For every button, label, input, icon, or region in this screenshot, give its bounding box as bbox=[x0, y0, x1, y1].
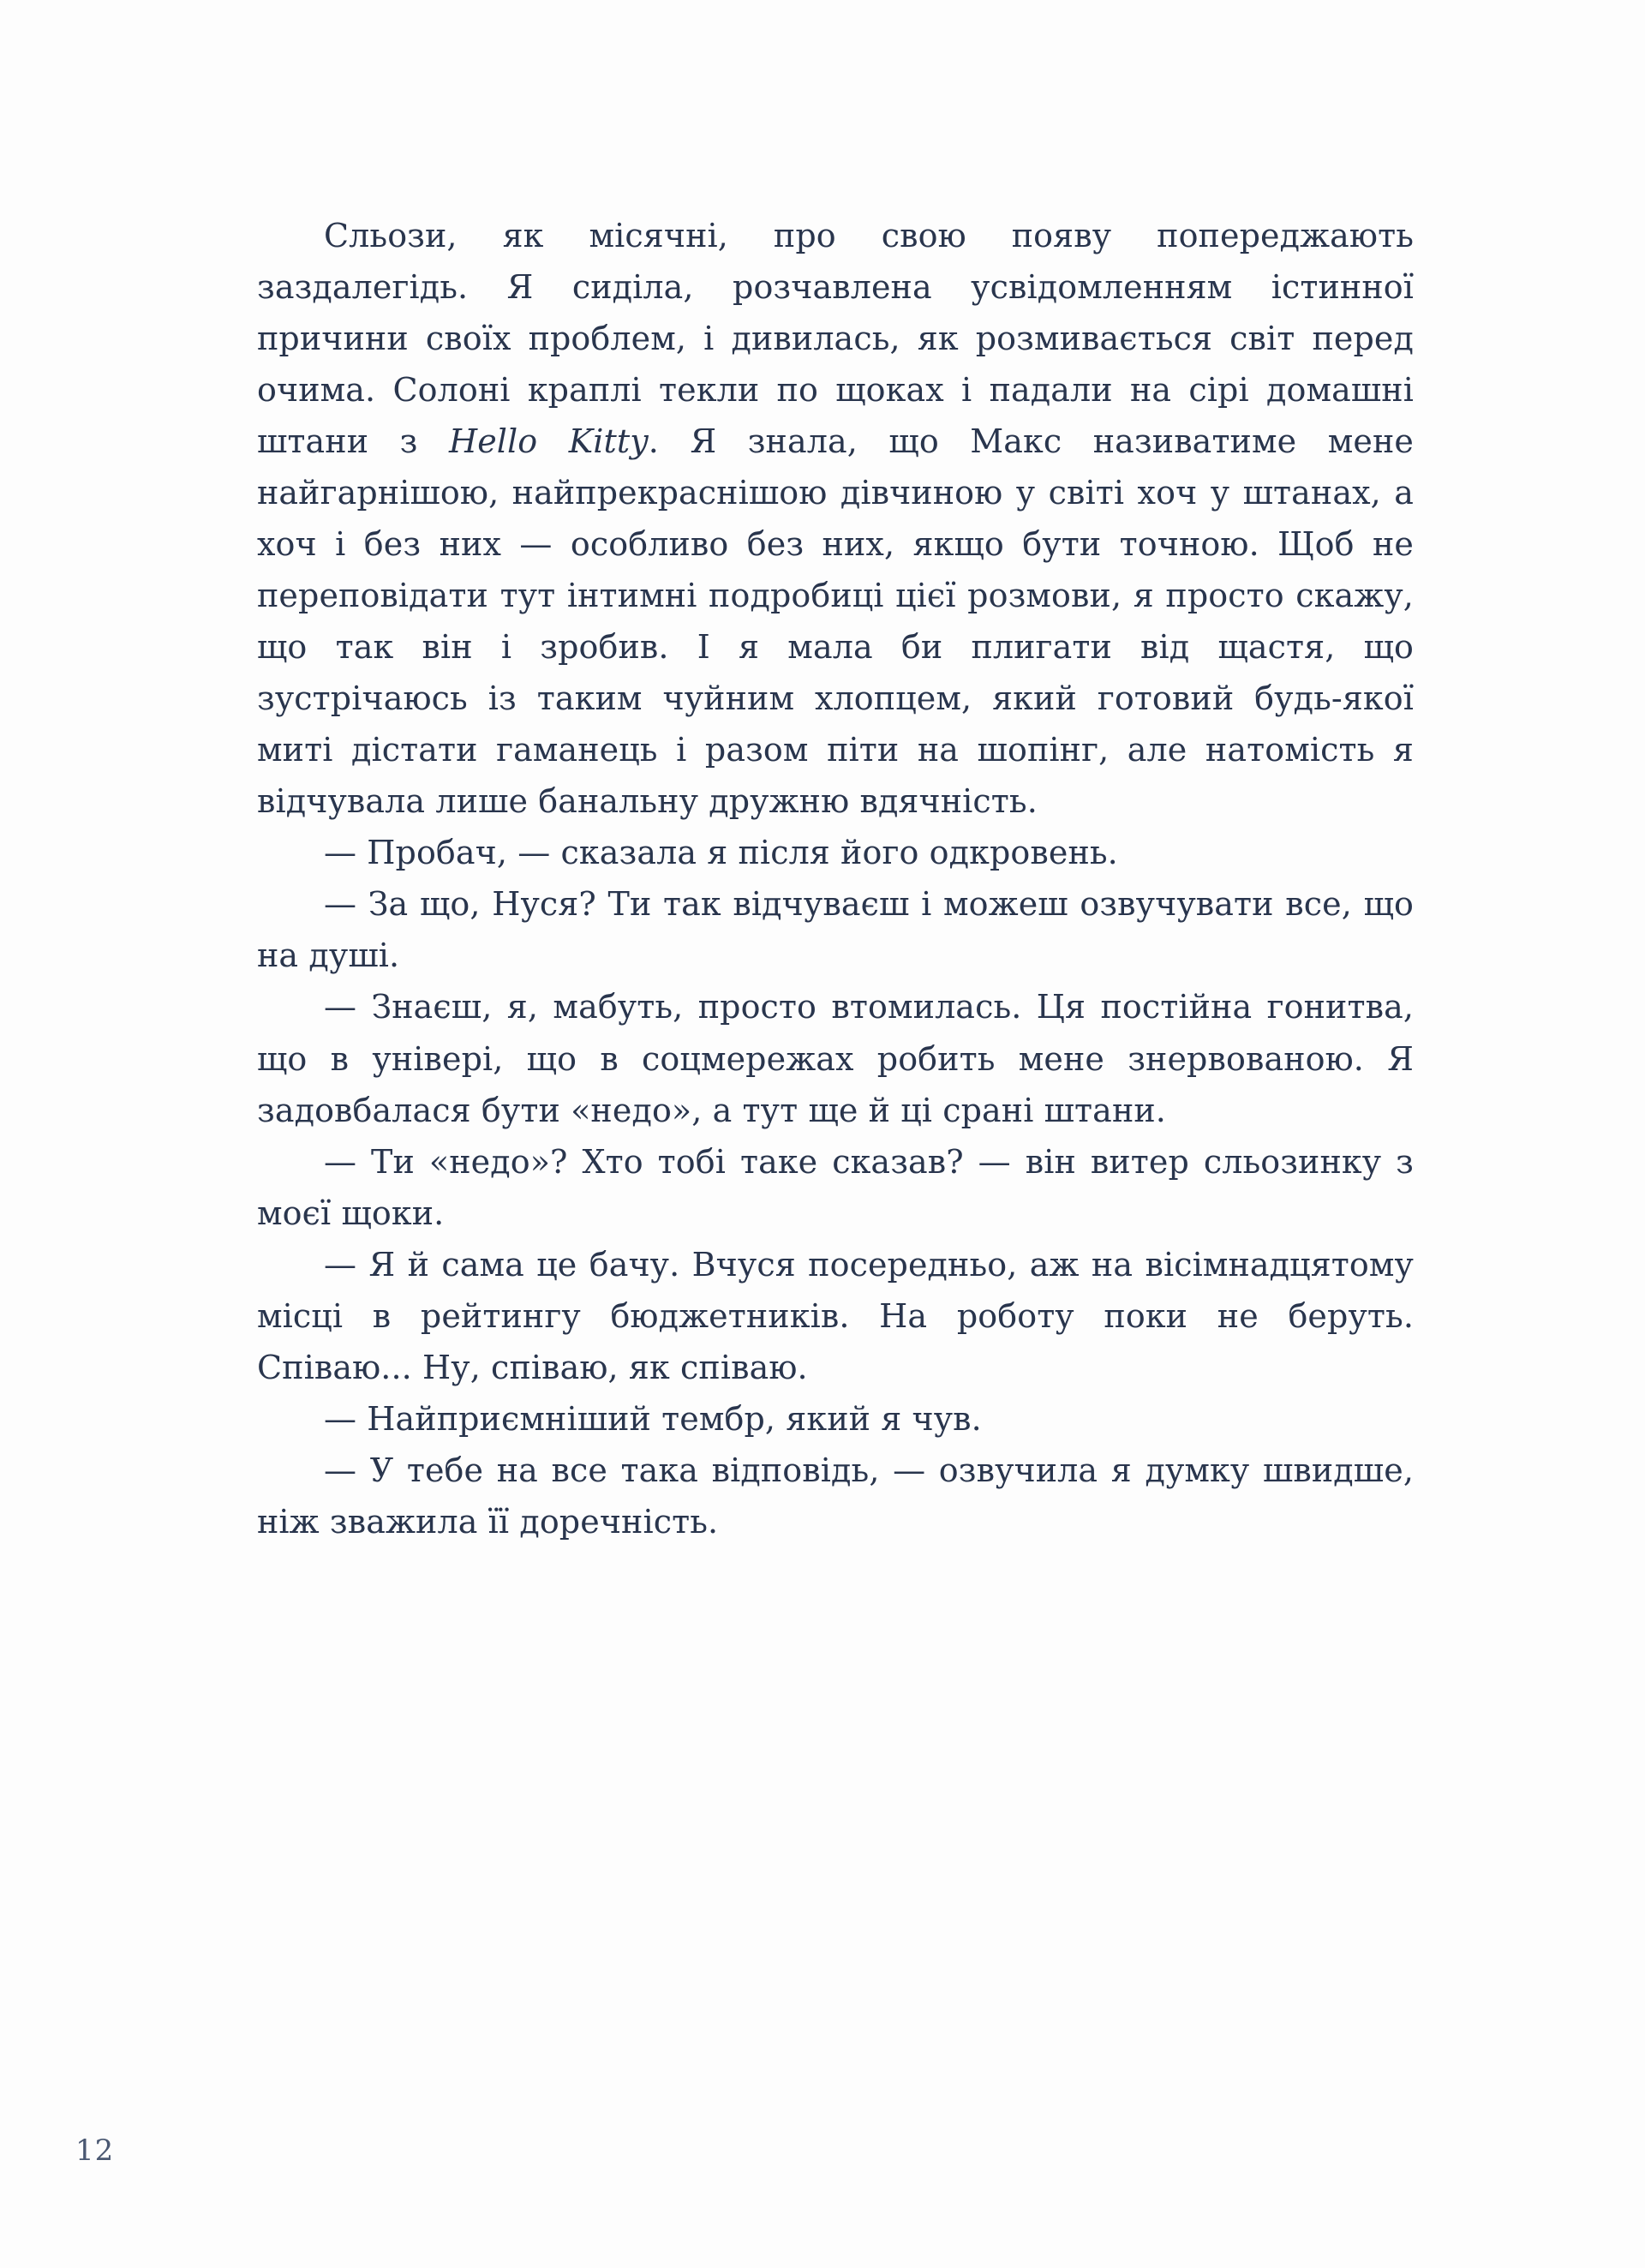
text-run: — У тебе на все така відповідь, — озвучила я думку швидше, ніж зважила її доречність. bbox=[257, 1451, 1414, 1541]
text-run: — Я й сама це бачу. Вчуся посередньо, аж на вісімнадцятому місці в рейтингу бюджетників. На роботу поки не беруть. Співаю... Ну, співаю, як співаю. bbox=[257, 1245, 1414, 1386]
paragraph bbox=[257, 1136, 1414, 1239]
page-folio: 12 bbox=[75, 2133, 115, 2168]
text-run: — Пробач, — сказала я після його одкровень. bbox=[324, 834, 1118, 872]
text-run: . Я знала, що Макс називатиме мене найгарнішою, найпрекраснішою дівчиною у світі хоч у штанах, а хоч і без них — особливо без них, якщо бути точною. Щоб не переповідати тут інтимні подробиці цієї розмови, я просто скажу, що так він і зробив. І я мала би плигати від щастя, що зустрічаюсь із таким чуйним хлопцем, який готовий будь-якої миті дістати гаманець і разом піти на шопінг, але натомість я відчувала лише банальну дружню вдячність. bbox=[257, 422, 1414, 821]
paragraph bbox=[257, 981, 1414, 1135]
paragraph bbox=[257, 1239, 1414, 1393]
paragraph bbox=[257, 1393, 1414, 1445]
paragraph bbox=[257, 1445, 1414, 1547]
italic-run: Hello Kitty bbox=[448, 422, 649, 461]
text-run: Сльози, як місячні, про свою появу попереджають заздалегідь. Я сиділа, розчавлена усвідомленням істинної причини своїх проблем, і дивилась, як розмивається світ перед очима. Солоні краплі текли по щоках і падали на сірі домашні штани з bbox=[257, 217, 1414, 461]
body-text bbox=[257, 210, 1414, 1547]
text-run: — Знаєш, я, мабуть, просто втомилась. Ця постійна гонитва, що в універі, що в соцмережах робить мене знервованою. Я задовбалася бути «недо», а тут ще й ці срані штани. bbox=[257, 988, 1414, 1129]
text-run: — Ти «недо»? Хто тобі таке сказав? — він витер сльозинку з моєї щоки. bbox=[257, 1142, 1414, 1232]
text-run: — Найприємніший тембр, який я чув. bbox=[324, 1399, 982, 1438]
paragraph bbox=[257, 878, 1414, 981]
text-run: — За що, Нуся? Ти так відчуваєш і можеш озвучувати все, що на душі. bbox=[257, 885, 1414, 975]
paragraph bbox=[257, 827, 1414, 878]
paragraph bbox=[257, 210, 1414, 827]
